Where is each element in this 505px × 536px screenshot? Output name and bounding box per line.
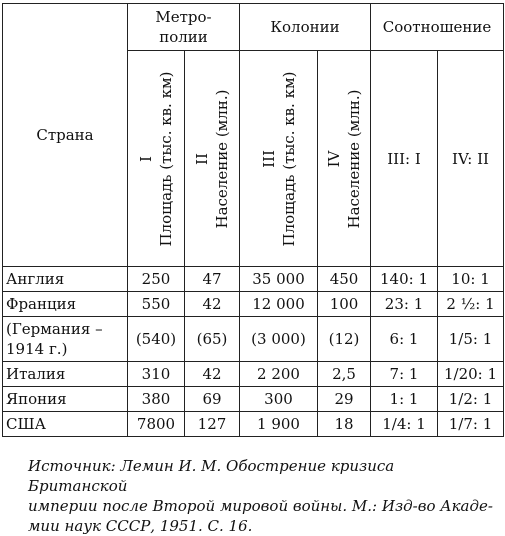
header-col-iii-numeral: III — [259, 149, 278, 168]
cell-metro-area: 380 — [128, 387, 185, 412]
table-row — [3, 412, 504, 437]
country-name-line2: 1914 г.) — [6, 340, 68, 358]
cell-colony-area: 2 200 — [240, 362, 318, 387]
cell-ratio-area: 7: 1 — [371, 362, 438, 387]
header-ratio-label: Соотношение — [382, 18, 492, 36]
source-line-3: мии наук СССР, 1951. С. 16. — [28, 517, 253, 535]
cell-colony-area: 1 900 — [240, 412, 318, 437]
header-ratio-2 — [438, 51, 504, 267]
cell-ratio-population: 2 ½: 1 — [438, 292, 504, 317]
cell-ratio-area: 140: 1 — [371, 267, 438, 292]
table-row — [3, 317, 504, 362]
cell-ratio-population: 10: 1 — [438, 267, 504, 292]
source-note — [28, 456, 498, 536]
cell-metro-area: 250 — [128, 267, 185, 292]
cell-metro-population: 42 — [185, 292, 240, 317]
cell-metro-population: 47 — [185, 267, 240, 292]
cell-ratio-area: 23: 1 — [371, 292, 438, 317]
table-row — [3, 292, 504, 317]
header-ratio-2-label: IV: II — [452, 149, 489, 168]
table-row — [3, 267, 504, 292]
cell-colony-population: 29 — [318, 387, 371, 412]
cell-metro-population: 127 — [185, 412, 240, 437]
cell-country — [3, 387, 128, 412]
cell-metro-area: 7800 — [128, 412, 185, 437]
header-country — [3, 4, 128, 267]
cell-colony-area: 35 000 — [240, 267, 318, 292]
header-col-i-numeral: I — [137, 155, 155, 162]
cell-metro-area: 550 — [128, 292, 185, 317]
header-ratio — [371, 4, 504, 51]
cell-ratio-population: 1/20: 1 — [438, 362, 504, 387]
cell-colony-area: (3 000) — [240, 317, 318, 362]
cell-metro-area: 310 — [128, 362, 185, 387]
header-col-iv-numeral: IV — [325, 150, 343, 167]
source-line-2: империи после Второй мировой войны. М.: Изд-во Акаде- — [28, 497, 493, 515]
cell-ratio-area: 6: 1 — [371, 317, 438, 362]
header-metropolis-line1: Метро- — [155, 8, 212, 26]
cell-country — [3, 267, 128, 292]
header-country-label: Страна — [36, 126, 94, 144]
country-name: Италия — [6, 365, 66, 383]
cell-country — [3, 292, 128, 317]
header-col-i — [128, 51, 185, 267]
cell-colony-population: 450 — [318, 267, 371, 292]
header-col-iii — [240, 51, 318, 267]
country-name: Япония — [6, 390, 67, 408]
header-colonies — [240, 4, 371, 51]
cell-ratio-population: 1/7: 1 — [438, 412, 504, 437]
header-colonies-label: Колонии — [270, 18, 340, 36]
cell-colony-population: 100 — [318, 292, 371, 317]
country-name: Англия — [6, 270, 65, 288]
colonies-table — [2, 3, 504, 437]
cell-country — [3, 317, 128, 362]
cell-metro-population: 69 — [185, 387, 240, 412]
country-name: (Германия – — [6, 320, 103, 338]
source-line-1: Источник: Лемин И. М. Обострение кризиса Британской — [28, 457, 395, 495]
country-name: США — [6, 415, 46, 433]
cell-ratio-area: 1/4: 1 — [371, 412, 438, 437]
table-row — [3, 362, 504, 387]
header-metropolis-line2: полии — [159, 28, 208, 46]
header-ratio-1-label: III: I — [387, 149, 421, 168]
cell-colony-population: (12) — [318, 317, 371, 362]
table-row — [3, 387, 504, 412]
header-col-iv — [318, 51, 371, 267]
cell-colony-area: 300 — [240, 387, 318, 412]
header-col-i-label: Площадь (тыс. кв. км) — [157, 71, 175, 246]
cell-ratio-population: 1/2: 1 — [438, 387, 504, 412]
cell-colony-population: 2,5 — [318, 362, 371, 387]
header-col-iv-label: Население (млн.) — [345, 89, 363, 229]
cell-ratio-area: 1: 1 — [371, 387, 438, 412]
header-col-ii-numeral: II — [193, 152, 211, 165]
cell-metro-population: (65) — [185, 317, 240, 362]
header-col-ii — [185, 51, 240, 267]
country-name: Франция — [6, 295, 77, 313]
header-col-iii-label: Площадь (тыс. кв. км) — [279, 71, 298, 246]
cell-country — [3, 412, 128, 437]
header-metropolis — [128, 4, 240, 51]
cell-metro-area: (540) — [128, 317, 185, 362]
cell-metro-population: 42 — [185, 362, 240, 387]
cell-country — [3, 362, 128, 387]
cell-colony-population: 18 — [318, 412, 371, 437]
header-col-ii-label: Население (млн.) — [213, 89, 231, 229]
cell-ratio-population: 1/5: 1 — [438, 317, 504, 362]
cell-colony-area: 12 000 — [240, 292, 318, 317]
header-ratio-1 — [371, 51, 438, 267]
